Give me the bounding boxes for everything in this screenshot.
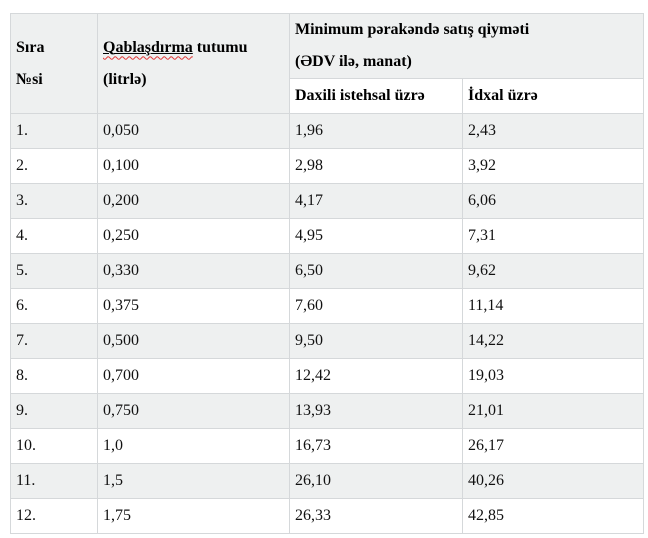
cell-import: 42,85 [463,499,644,534]
cell-capacity: 0,050 [98,114,290,149]
table-row [11,114,644,149]
cell-import: 21,01 [463,394,644,429]
cell-import: 6,06 [463,184,644,219]
cell-import: 26,17 [463,429,644,464]
cell-import: 3,92 [463,149,644,184]
header-cell-serial-no [11,14,98,114]
cell-no: 3. [11,184,98,219]
cell-domestic: 26,10 [290,464,463,499]
table-row [11,219,644,254]
cell-capacity: 0,700 [98,359,290,394]
cell-domestic: 6,50 [290,254,463,289]
price-table [10,13,644,534]
cell-import: 7,31 [463,219,644,254]
cell-capacity: 1,0 [98,429,290,464]
subheader-cell-import: İdxal üzrə [463,79,644,114]
cell-no: 10. [11,429,98,464]
cell-domestic: 13,93 [290,394,463,429]
cell-domestic: 1,96 [290,114,463,149]
table-row [11,289,644,324]
cell-domestic: 26,33 [290,499,463,534]
header-capacity-line1-rest: tutumu [196,38,248,56]
cell-domestic: 9,50 [290,324,463,359]
cell-domestic: 16,73 [290,429,463,464]
cell-no: 7. [11,324,98,359]
table-row [11,184,644,219]
cell-capacity: 0,200 [98,184,290,219]
cell-no: 5. [11,254,98,289]
header-price-line1: Minimum pərakəndə satış qiyməti [295,21,530,38]
cell-no: 8. [11,359,98,394]
cell-import: 19,03 [463,359,644,394]
table-row [11,149,644,184]
cell-no: 2. [11,149,98,184]
table-row [11,254,644,289]
spellcheck-squiggle: Qablaşdırma [103,38,193,56]
header-serial-line2: №si [16,70,43,88]
misspelled-word-underline [103,39,193,56]
cell-domestic: 4,95 [290,219,463,254]
cell-capacity: 0,330 [98,254,290,289]
table-body [11,114,644,534]
cell-capacity: 0,750 [98,394,290,429]
cell-capacity: 0,250 [98,219,290,254]
header-serial-line1: Sıra [16,38,45,56]
cell-capacity: 1,5 [98,464,290,499]
table-row [11,394,644,429]
cell-import: 9,62 [463,254,644,289]
cell-capacity: 0,375 [98,289,290,324]
cell-no: 1. [11,114,98,149]
table-row [11,499,644,534]
cell-no: 12. [11,499,98,534]
cell-no: 6. [11,289,98,324]
header-cell-min-retail-price [290,14,644,79]
header-capacity-line2: (litrlə) [103,70,147,88]
cell-import: 11,14 [463,289,644,324]
table-row [11,359,644,394]
cell-no: 11. [11,464,98,499]
header-price-line2: (ƏDV ilə, manat) [295,53,412,70]
table-row [11,429,644,464]
header-row-main [11,14,644,79]
table-row [11,324,644,359]
cell-capacity: 1,75 [98,499,290,534]
cell-domestic: 2,98 [290,149,463,184]
cell-domestic: 4,17 [290,184,463,219]
cell-no: 9. [11,394,98,429]
cell-domestic: 7,60 [290,289,463,324]
header-cell-capacity [98,14,290,114]
cell-capacity: 0,100 [98,149,290,184]
table-row [11,464,644,499]
header-capacity-line1 [103,32,287,64]
cell-no: 4. [11,219,98,254]
cell-import: 2,43 [463,114,644,149]
cell-import: 40,26 [463,464,644,499]
cell-import: 14,22 [463,324,644,359]
subheader-cell-domestic: Daxili istehsal üzrə [290,79,463,114]
cell-capacity: 0,500 [98,324,290,359]
cell-domestic: 12,42 [290,359,463,394]
